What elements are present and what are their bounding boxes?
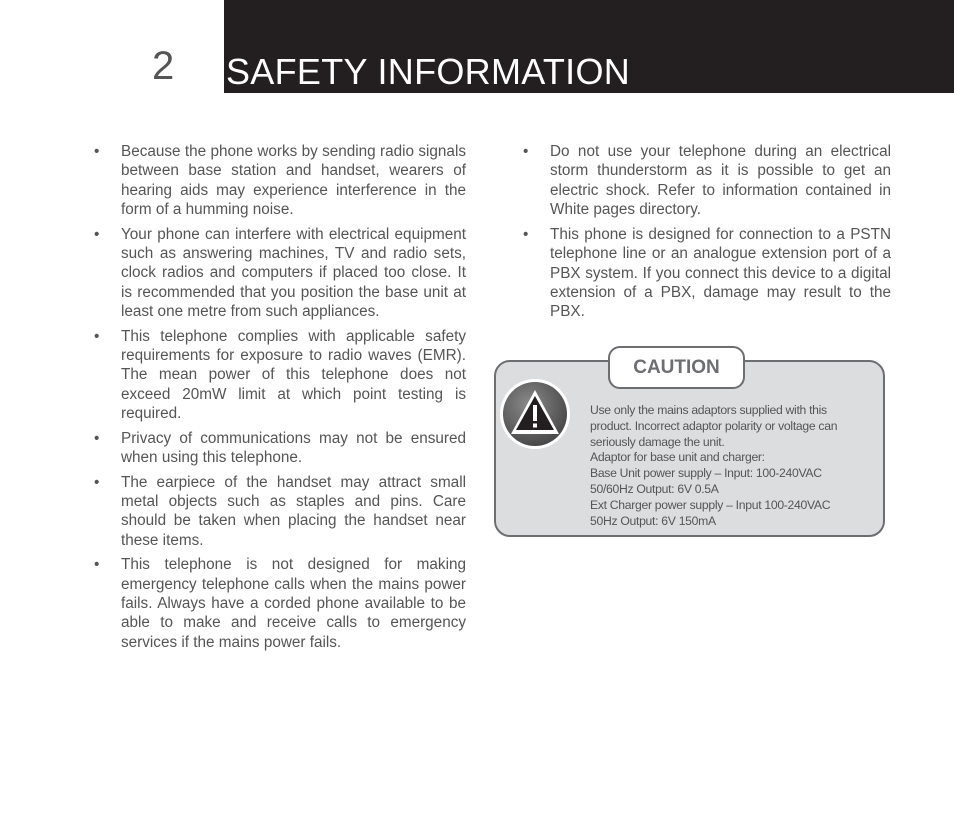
list-item: • Your phone can interfere with electrical equipment such as answering machines, TV and radio sets, clock radios and computers if placed too close. It is recommended that you position the base unit at least one metre from such appliances.	[94, 225, 466, 320]
right-column	[523, 142, 891, 328]
list-item: • The earpiece of the handset may attract small metal objects such as staples and pins. Care should be taken when placing the handset near these items.	[94, 473, 466, 549]
left-column	[94, 142, 466, 657]
list-item: • This phone is designed for connection to a PSTN telephone line or an analogue extension port of a PBX system. If you connect this device to a digital extension of a PBX, damage may result to the PBX.	[523, 226, 891, 321]
safety-list-right	[523, 142, 891, 322]
list-item: • This telephone is not designed for making emergency telephone calls when the mains power fails. Always have a corded phone available to be able to make and receive calls to emergency services if the mains power fails.	[94, 556, 466, 651]
bullet-icon: •	[94, 327, 100, 345]
list-item: • Because the phone works by sending radio signals between base station and handset, wearers of hearing aids may experience interference in the form of a humming noise.	[94, 143, 466, 218]
caution-line: 50/60Hz Output: 6V 0.5A	[590, 481, 719, 496]
list-item: • This telephone complies with applicable safety requirements for exposure to radio waves (EMR). The mean power of this telephone does not exceed 20mW limit at which point testing is required.	[94, 327, 466, 422]
caution-line: seriously damage the unit.	[590, 434, 725, 449]
bullet-icon: •	[94, 429, 100, 447]
caution-line: Ext Charger power supply – Input 100-240VAC	[590, 497, 831, 512]
bullet-icon: •	[94, 225, 100, 243]
caution-line: 50Hz Output: 6V 150mA	[590, 513, 716, 528]
page-title: SAFETY INFORMATION	[226, 51, 631, 92]
list-item: • Do not use your telephone during an electrical storm thunderstorm as it is possible to get an electric shock. Refer to information contained in White pages directory.	[523, 143, 891, 218]
warning-triangle-icon	[499, 378, 571, 450]
caution-line: Base Unit power supply – Input: 100-240VAC	[590, 466, 822, 481]
caution-line: Use only the mains adaptors supplied with this	[590, 403, 827, 417]
caution-line: product. Incorrect adaptor polarity or voltage can	[590, 418, 838, 433]
safety-list-left	[94, 142, 466, 652]
bullet-icon: •	[94, 143, 100, 160]
bullet-icon: •	[94, 556, 100, 574]
bullet-icon: •	[523, 226, 529, 244]
caution-line: Adaptor for base unit and charger:	[590, 450, 765, 465]
bullet-icon: •	[94, 473, 100, 491]
list-item: • Privacy of communications may not be ensured when using this telephone.	[94, 429, 466, 466]
bullet-icon: •	[523, 143, 529, 160]
page-number: 2	[152, 44, 175, 88]
caution-label: CAUTION	[608, 346, 745, 389]
caution-text	[590, 403, 876, 529]
